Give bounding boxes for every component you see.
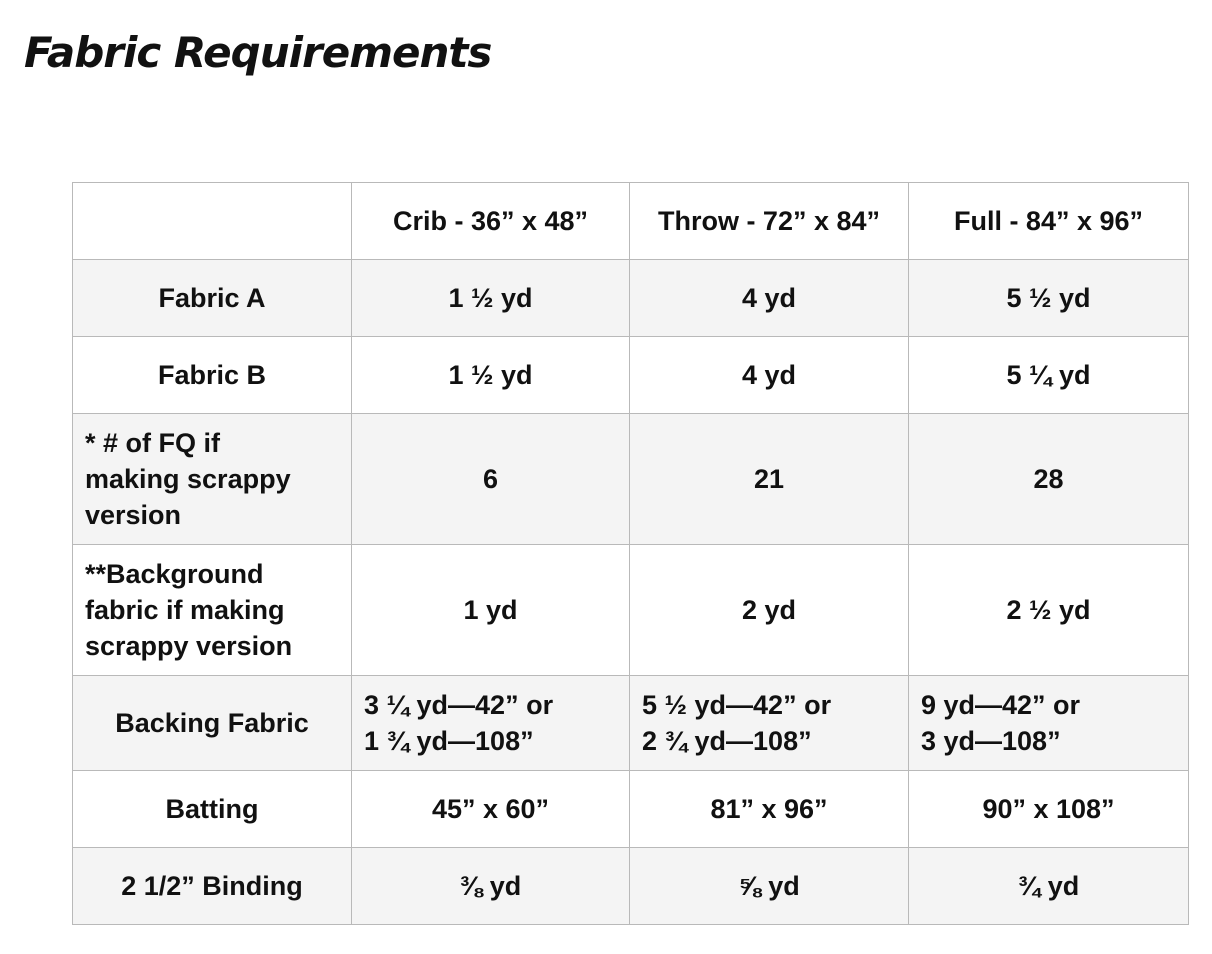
table-row-fabric-a	[73, 260, 1189, 337]
cell-full: 2 ½ yd	[909, 545, 1189, 676]
cell-throw: 4 yd	[630, 260, 909, 337]
cell-line: 2 ¾ yd—108”	[642, 726, 812, 756]
table-row-binding	[73, 848, 1189, 925]
row-label: 2 1/2” Binding	[73, 848, 352, 925]
table-row-background-fabric	[73, 545, 1189, 676]
cell-crib: 45” x 60”	[352, 771, 630, 848]
table-row-fq-count	[73, 414, 1189, 545]
cell-full: 90” x 108”	[909, 771, 1189, 848]
cell-throw: 4 yd	[630, 337, 909, 414]
row-label: Backing Fabric	[73, 676, 352, 771]
row-label-line: * # of FQ if	[85, 428, 220, 458]
header-cell-full: Full - 84” x 96”	[909, 183, 1189, 260]
row-label-line: fabric if making	[85, 595, 285, 625]
header-row	[73, 183, 1189, 260]
header-cell-throw: Throw - 72” x 84”	[630, 183, 909, 260]
table-row-backing-fabric	[73, 676, 1189, 771]
row-label-line: version	[85, 500, 182, 530]
header-cell-empty	[73, 183, 352, 260]
cell-throw: 21	[630, 414, 909, 545]
row-label: Fabric B	[73, 337, 352, 414]
cell-line: 5 ½ yd—42” or	[642, 690, 832, 720]
cell-line: 9 yd—42” or	[921, 690, 1081, 720]
cell-crib: ⅜ yd	[352, 848, 630, 925]
cell-throw: ⅝ yd	[630, 848, 909, 925]
row-label	[73, 545, 352, 676]
cell-full: 28	[909, 414, 1189, 545]
row-label: Fabric A	[73, 260, 352, 337]
row-label: Batting	[73, 771, 352, 848]
cell-throw: 81” x 96”	[630, 771, 909, 848]
table-row-fabric-b	[73, 337, 1189, 414]
cell-full	[909, 676, 1189, 771]
page-title: Fabric Requirements	[24, 28, 492, 77]
row-label-line: scrappy version	[85, 631, 293, 661]
cell-crib: 1 ½ yd	[352, 337, 630, 414]
table-row-batting	[73, 771, 1189, 848]
fabric-requirements-table	[72, 182, 1189, 925]
header-cell-crib: Crib - 36” x 48”	[352, 183, 630, 260]
row-label	[73, 414, 352, 545]
cell-full: ¾ yd	[909, 848, 1189, 925]
cell-line: 3 ¼ yd—42” or	[364, 690, 554, 720]
cell-throw	[630, 676, 909, 771]
cell-throw: 2 yd	[630, 545, 909, 676]
cell-crib: 1 ½ yd	[352, 260, 630, 337]
cell-line: 1 ¾ yd—108”	[364, 726, 534, 756]
cell-crib	[352, 676, 630, 771]
cell-line: 3 yd—108”	[921, 726, 1061, 756]
row-label-line: **Background	[85, 559, 264, 589]
row-label-line: making scrappy	[85, 464, 291, 494]
cell-full: 5 ¼ yd	[909, 337, 1189, 414]
cell-crib: 1 yd	[352, 545, 630, 676]
cell-full: 5 ½ yd	[909, 260, 1189, 337]
cell-crib: 6	[352, 414, 630, 545]
